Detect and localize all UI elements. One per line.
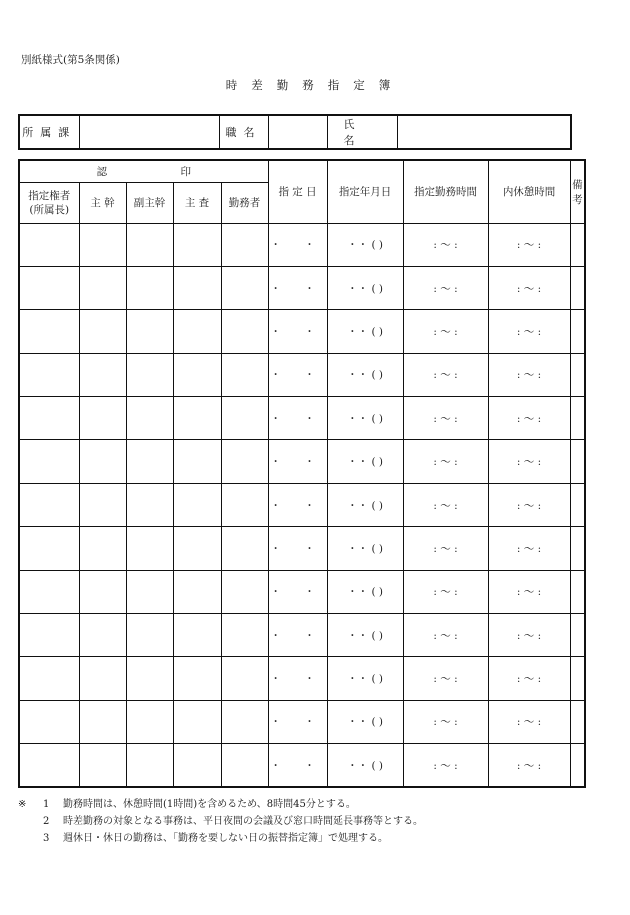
break-time-cell[interactable]: : 〜 :	[488, 570, 570, 613]
note-number: 2	[43, 816, 50, 827]
table-row	[19, 266, 585, 309]
note-number: 1	[43, 799, 50, 810]
chief-stamp-cell[interactable]	[79, 353, 126, 396]
remarks-cell[interactable]	[570, 614, 585, 657]
inspector-stamp-cell[interactable]	[173, 266, 221, 309]
chief-stamp-cell[interactable]	[79, 614, 126, 657]
remarks-header: 備 考	[570, 160, 585, 223]
designated-day-cell[interactable]: ・ ・	[268, 657, 327, 700]
note-text: 時差勤務の対象となる事務は、平日夜間の会議及び窓口時間延長事務等とする。	[63, 816, 423, 827]
schedule-table	[18, 159, 586, 788]
designator-line1: 指定権者	[28, 189, 71, 202]
note-text: 勤務時間は、休憩時間(1時間)を含めるため、8時間45分とする。	[63, 799, 356, 810]
worker-stamp-cell[interactable]	[221, 700, 268, 743]
designated-date-cell[interactable]: ・・ ( )	[327, 657, 403, 700]
designator-stamp-cell[interactable]	[19, 440, 79, 483]
break-time-cell[interactable]: : 〜 :	[488, 223, 570, 266]
chief-stamp-cell[interactable]	[79, 397, 126, 440]
designator-stamp-cell[interactable]	[19, 397, 79, 440]
remarks-cell[interactable]	[570, 483, 585, 526]
dept-label: 所属課	[19, 115, 79, 149]
worker-stamp-cell[interactable]	[221, 744, 268, 787]
designator-stamp-cell[interactable]	[19, 266, 79, 309]
work-time-cell[interactable]: : 〜 :	[403, 527, 488, 570]
designated-day-cell[interactable]: ・ ・	[268, 353, 327, 396]
stamp-header-left: 認	[96, 165, 108, 178]
worker-header: 勤務者	[221, 182, 268, 223]
deputy-chief-stamp-cell[interactable]	[126, 614, 173, 657]
dept-field[interactable]	[79, 115, 219, 149]
designator-stamp-cell[interactable]	[19, 223, 79, 266]
deputy-chief-stamp-cell[interactable]	[126, 570, 173, 613]
designated-date-cell[interactable]: ・・ ( )	[327, 397, 403, 440]
designator-stamp-cell[interactable]	[19, 483, 79, 526]
break-hours-header: 内休憩時間	[488, 160, 570, 223]
table-row	[19, 527, 585, 570]
table-row	[19, 483, 585, 526]
form-reference: 別紙様式(第5条関係)	[21, 54, 120, 66]
approval-stamp-header	[19, 160, 268, 182]
remarks-cell[interactable]	[570, 310, 585, 353]
designated-day-cell[interactable]: ・ ・	[268, 570, 327, 613]
chief-stamp-cell[interactable]	[79, 570, 126, 613]
table-row	[19, 614, 585, 657]
inspector-stamp-cell[interactable]	[173, 310, 221, 353]
designated-date-cell[interactable]: ・・ ( )	[327, 700, 403, 743]
designated-day-cell[interactable]: ・ ・	[268, 614, 327, 657]
info-table	[18, 114, 572, 150]
work-time-cell[interactable]: : 〜 :	[403, 614, 488, 657]
deputy-chief-stamp-cell[interactable]	[126, 310, 173, 353]
table-row	[19, 353, 585, 396]
remarks-cell[interactable]	[570, 744, 585, 787]
break-time-cell[interactable]: : 〜 :	[488, 657, 570, 700]
remarks-cell[interactable]	[570, 397, 585, 440]
deputy-chief-stamp-cell[interactable]	[126, 440, 173, 483]
worker-stamp-cell[interactable]	[221, 440, 268, 483]
inspector-stamp-cell[interactable]	[173, 397, 221, 440]
chief-stamp-cell[interactable]	[79, 310, 126, 353]
work-time-cell[interactable]: : 〜 :	[403, 353, 488, 396]
designated-date-cell[interactable]: ・・ ( )	[327, 570, 403, 613]
name-field[interactable]	[397, 115, 571, 149]
designated-date-cell[interactable]: ・・ ( )	[327, 527, 403, 570]
inspector-stamp-cell[interactable]	[173, 483, 221, 526]
deputy-chief-stamp-cell[interactable]	[126, 700, 173, 743]
work-time-cell[interactable]: : 〜 :	[403, 570, 488, 613]
deputy-chief-stamp-cell[interactable]	[126, 527, 173, 570]
designator-stamp-cell[interactable]	[19, 527, 79, 570]
position-label: 職名	[219, 115, 268, 149]
break-time-cell[interactable]: : 〜 :	[488, 527, 570, 570]
note-text: 週休日・休日の勤務は、「勤務を要しない日の振替指定簿」で処理する。	[63, 833, 388, 844]
designated-date-cell[interactable]: ・・ ( )	[327, 744, 403, 787]
worker-stamp-cell[interactable]	[221, 353, 268, 396]
designated-day-cell[interactable]: ・ ・	[268, 483, 327, 526]
designated-day-cell[interactable]: ・ ・	[268, 527, 327, 570]
designated-hours-header: 指定勤務時間	[403, 160, 488, 223]
work-time-cell[interactable]: : 〜 :	[403, 744, 488, 787]
designator-stamp-cell[interactable]	[19, 700, 79, 743]
chief-stamp-cell[interactable]	[79, 483, 126, 526]
break-time-cell[interactable]: : 〜 :	[488, 700, 570, 743]
designator-stamp-cell[interactable]	[19, 657, 79, 700]
deputy-chief-stamp-cell[interactable]	[126, 744, 173, 787]
chief-stamp-cell[interactable]	[79, 657, 126, 700]
work-time-cell[interactable]: : 〜 :	[403, 657, 488, 700]
designated-day-cell[interactable]: ・ ・	[268, 700, 327, 743]
table-row	[19, 310, 585, 353]
chief-header: 主 幹	[79, 182, 126, 223]
designated-day-cell[interactable]: ・ ・	[268, 440, 327, 483]
break-time-cell[interactable]: : 〜 :	[488, 744, 570, 787]
inspector-stamp-cell[interactable]	[173, 527, 221, 570]
remarks-cell[interactable]	[570, 527, 585, 570]
chief-stamp-cell[interactable]	[79, 223, 126, 266]
remarks-cell[interactable]	[570, 353, 585, 396]
designator-stamp-cell[interactable]	[19, 353, 79, 396]
work-time-cell[interactable]: : 〜 :	[403, 700, 488, 743]
designated-date-cell[interactable]: ・・ ( )	[327, 266, 403, 309]
designated-date-cell[interactable]: ・・ ( )	[327, 614, 403, 657]
note-mark: ※	[18, 799, 27, 810]
designator-stamp-cell[interactable]	[19, 570, 79, 613]
break-time-cell[interactable]: : 〜 :	[488, 266, 570, 309]
remarks-cell[interactable]	[570, 440, 585, 483]
designated-date-cell[interactable]: ・・ ( )	[327, 483, 403, 526]
deputy-chief-stamp-cell[interactable]	[126, 266, 173, 309]
inspector-stamp-cell[interactable]	[173, 353, 221, 396]
deputy-chief-header: 副主幹	[126, 182, 173, 223]
designated-day-cell[interactable]: ・ ・	[268, 310, 327, 353]
designated-day-cell[interactable]: ・ ・	[268, 266, 327, 309]
designated-date-cell[interactable]: ・・ ( )	[327, 353, 403, 396]
chief-stamp-cell[interactable]	[79, 440, 126, 483]
work-time-cell[interactable]: : 〜 :	[403, 266, 488, 309]
inspector-header: 主 査	[173, 182, 221, 223]
remarks-cell[interactable]	[570, 266, 585, 309]
worker-stamp-cell[interactable]	[221, 397, 268, 440]
table-row	[19, 570, 585, 613]
remarks-cell[interactable]	[570, 700, 585, 743]
work-time-cell[interactable]: : 〜 :	[403, 483, 488, 526]
table-row	[19, 397, 585, 440]
inspector-stamp-cell[interactable]	[173, 440, 221, 483]
deputy-chief-stamp-cell[interactable]	[126, 353, 173, 396]
designated-date-cell[interactable]: ・・ ( )	[327, 310, 403, 353]
designated-day-cell[interactable]: ・ ・	[268, 223, 327, 266]
name-label: 氏名	[327, 115, 397, 149]
designator-stamp-cell[interactable]	[19, 310, 79, 353]
table-row	[19, 700, 585, 743]
inspector-stamp-cell[interactable]	[173, 223, 221, 266]
designated-date-cell[interactable]: ・・ ( )	[327, 223, 403, 266]
table-row	[19, 223, 585, 266]
work-time-cell[interactable]: : 〜 :	[403, 223, 488, 266]
inspector-stamp-cell[interactable]	[173, 700, 221, 743]
stamp-header-right: 印	[180, 165, 191, 178]
inspector-stamp-cell[interactable]	[173, 744, 221, 787]
remarks-cell[interactable]	[570, 657, 585, 700]
chief-stamp-cell[interactable]	[79, 744, 126, 787]
inspector-stamp-cell[interactable]	[173, 614, 221, 657]
break-time-cell[interactable]: : 〜 :	[488, 440, 570, 483]
designated-date-header: 指定年月日	[327, 160, 403, 223]
worker-stamp-cell[interactable]	[221, 614, 268, 657]
designated-day-header: 指 定 日	[268, 160, 327, 223]
inspector-stamp-cell[interactable]	[173, 570, 221, 613]
chief-stamp-cell[interactable]	[79, 700, 126, 743]
remarks-cell[interactable]	[570, 570, 585, 613]
worker-stamp-cell[interactable]	[221, 527, 268, 570]
deputy-chief-stamp-cell[interactable]	[126, 657, 173, 700]
worker-stamp-cell[interactable]	[221, 223, 268, 266]
work-time-cell[interactable]: : 〜 :	[403, 397, 488, 440]
notes	[18, 796, 423, 847]
worker-stamp-cell[interactable]	[221, 483, 268, 526]
break-time-cell[interactable]: : 〜 :	[488, 310, 570, 353]
note-number: 3	[43, 833, 50, 844]
deputy-chief-stamp-cell[interactable]	[126, 223, 173, 266]
table-row	[19, 440, 585, 483]
deputy-chief-stamp-cell[interactable]	[126, 483, 173, 526]
inspector-stamp-cell[interactable]	[173, 657, 221, 700]
worker-stamp-cell[interactable]	[221, 266, 268, 309]
worker-stamp-cell[interactable]	[221, 570, 268, 613]
work-time-cell[interactable]: : 〜 :	[403, 440, 488, 483]
chief-stamp-cell[interactable]	[79, 266, 126, 309]
designator-stamp-cell[interactable]	[19, 744, 79, 787]
break-time-cell[interactable]: : 〜 :	[488, 353, 570, 396]
deputy-chief-stamp-cell[interactable]	[126, 397, 173, 440]
designated-day-cell[interactable]: ・ ・	[268, 744, 327, 787]
break-time-cell[interactable]: : 〜 :	[488, 483, 570, 526]
designator-stamp-cell[interactable]	[19, 614, 79, 657]
break-time-cell[interactable]: : 〜 :	[488, 614, 570, 657]
designator-header	[19, 182, 79, 223]
worker-stamp-cell[interactable]	[221, 310, 268, 353]
designated-day-cell[interactable]: ・ ・	[268, 397, 327, 440]
designator-line2: (所属長)	[29, 203, 70, 216]
worker-stamp-cell[interactable]	[221, 657, 268, 700]
work-time-cell[interactable]: : 〜 :	[403, 310, 488, 353]
designated-date-cell[interactable]: ・・ ( )	[327, 440, 403, 483]
table-row	[19, 657, 585, 700]
remarks-cell[interactable]	[570, 223, 585, 266]
document-title: 時差勤務指定簿	[225, 78, 405, 92]
table-row	[19, 744, 585, 787]
position-field[interactable]	[268, 115, 327, 149]
chief-stamp-cell[interactable]	[79, 527, 126, 570]
break-time-cell[interactable]: : 〜 :	[488, 397, 570, 440]
